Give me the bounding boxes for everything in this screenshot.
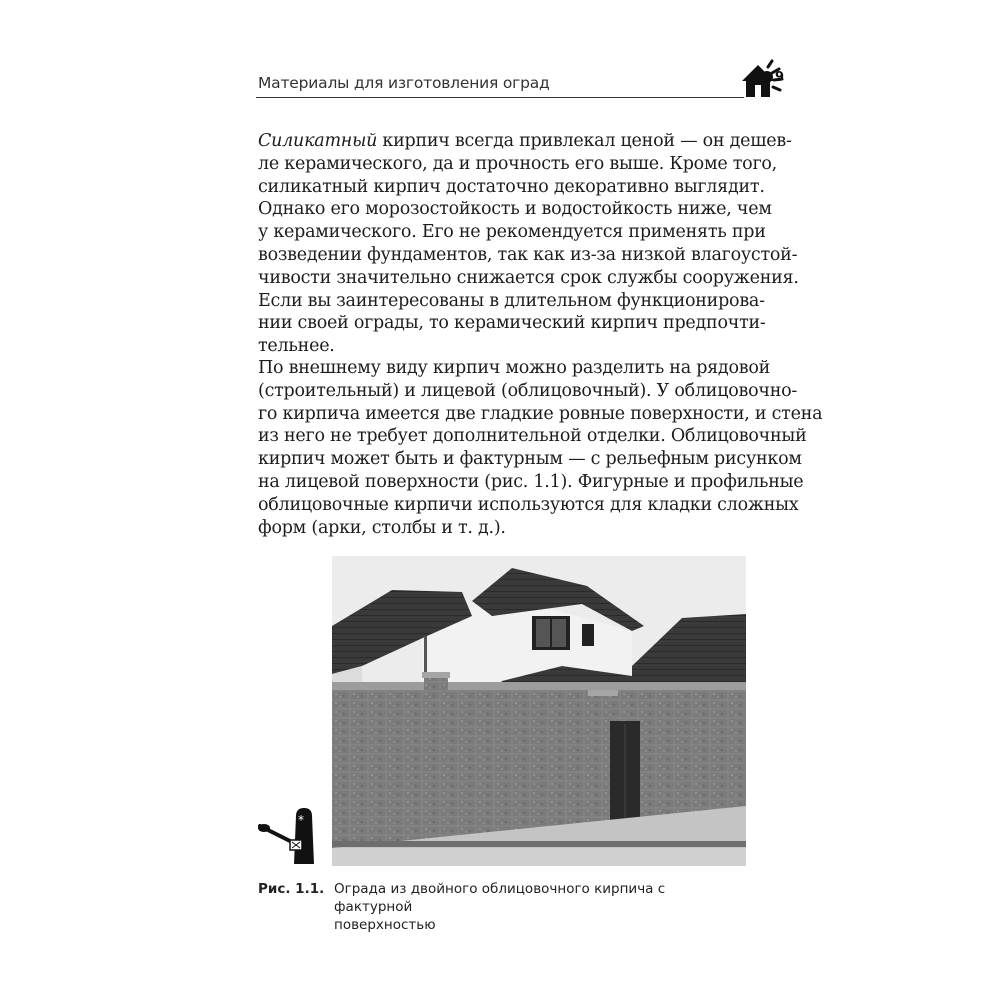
text-line: возведении фундаментов, так как из-за низкой влагоустой- [258,244,798,265]
text-line: тельнее. [258,336,335,357]
text-line: на лицевой поверхности (рис. 1.1). Фигурные и профильные [258,471,804,492]
fence-photo [332,556,746,866]
text-line: Силикатный кирпич всегда привлекал ценой — он дешев- [258,131,792,151]
text-line: Однако его морозостойкость и водостойкость ниже, чем [258,199,772,220]
text-line: нии своей ограды, то керамический кирпич предпочти- [258,313,766,334]
paragraph-facing-brick [258,357,823,539]
text-line: кирпич может быть и фактурным — с рельефным рисунком [258,449,802,470]
paragraph-silicate-brick [258,130,799,358]
text-line: Если вы заинтересованы в длительном функционирова- [258,290,765,311]
running-title: Материалы для изготовления оград [258,74,550,92]
svg-text:*: * [298,813,304,827]
header-rule [256,97,744,98]
text-line: у керамического. Его не рекомендуется применять при [258,222,766,243]
caption-line: поверхностью [334,917,436,933]
italic-term: Силикатный [258,131,378,151]
text-line: облицовочные кирпичи используются для кладки сложных [258,494,799,515]
caption-line: Ограда из двойного облицовочного кирпича с фактурной [334,881,666,915]
caption-text [334,880,734,934]
text-line: форм (арки, столбы и т. д.). [258,517,506,538]
handyman-tool-icon [256,808,326,868]
text-line: силикатный кирпич достаточно декоративно выглядит. [258,176,765,197]
text-line: чивости значительно снижается срок службы сооружения. [258,267,799,288]
text-line: го кирпича имеется две гладкие ровные поверхности, и стена [258,403,823,424]
figure-label: Рис. 1.1. [258,881,325,897]
text-line: из него не требует дополнительной отделки. Облицовочный [258,426,807,447]
text-line: По внешнему виду кирпич можно разделить на рядовой [258,358,771,378]
text-line: ле керамического, да и прочность его выше. Кроме того, [258,153,777,174]
page-number: 9 [775,70,785,85]
text-line: (строительный) и лицевой (облицовочный). У облицовочно- [258,380,798,401]
